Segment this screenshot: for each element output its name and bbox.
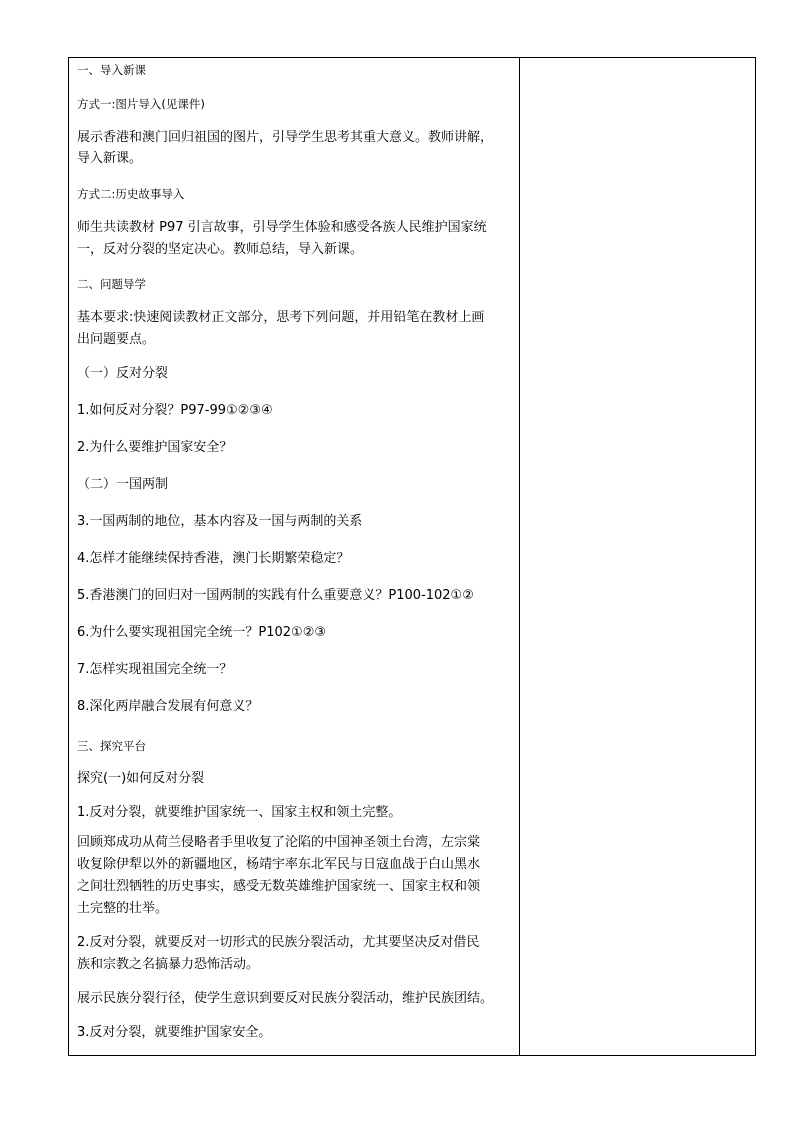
question-item: 8.深化两岸融合发展有何意义？ [77, 699, 259, 714]
lesson-plan-table [68, 57, 756, 1056]
subsection-heading: （一）反对分裂 [77, 366, 169, 381]
section-heading-explore: 三、探究平台 [77, 739, 146, 753]
paragraph-line: 土完整的壮举。 [77, 901, 169, 916]
question-item: 7.怎样实现祖国完全统一？ [77, 662, 233, 677]
paragraph-line: 1.反对分裂，就要维护国家统一、国家主权和领土完整。 [77, 805, 402, 820]
question-item: 6.为什么要实现祖国完全统一？P102①②③ [77, 625, 327, 640]
paragraph-line: 出问题要点。 [77, 332, 156, 347]
paragraph-line: 3.反对分裂，就要维护国家安全。 [77, 1025, 272, 1040]
question-item: 5.香港澳门的回归对一国两制的实践有什么重要意义？P100-102①② [77, 588, 474, 603]
notes-cell [520, 58, 755, 1055]
lesson-content-cell [77, 58, 515, 1055]
section-heading-intro: 一、导入新课 [77, 63, 146, 77]
question-item: 4.怎样才能继续保持香港，澳门长期繁荣稳定？ [77, 551, 350, 566]
paragraph-line: 回顾郑成功从荷兰侵略者手里收复了沦陷的中国神圣领土台湾，左宗棠 [77, 835, 481, 850]
explore-heading: 探究(一)如何反对分裂 [77, 771, 205, 786]
paragraph-line: 展示香港和澳门回归祖国的图片，引导学生思考其重大意义。教师讲解， [77, 130, 494, 145]
question-item: 2.为什么要维护国家安全？ [77, 440, 233, 455]
paragraph-line: 展示民族分裂行径，使学生意识到要反对民族分裂活动，维护民族团结。 [77, 991, 494, 1006]
paragraph-line: 收复除伊犁以外的新疆地区，杨靖宇率东北军民与日寇血战于白山黑水 [77, 857, 481, 872]
section-heading-questions: 二、问题导学 [77, 277, 146, 291]
paragraph-line: 师生共读教材 P97 引言故事，引导学生体验和感受各族人民维护国家统 [77, 220, 487, 235]
paragraph-line: 2.反对分裂，就要反对一切形式的民族分裂活动，尤其要坚决反对借民 [77, 935, 480, 950]
method-one-heading: 方式一:图片导入(见课件) [77, 97, 205, 111]
paragraph-line: 导入新课。 [77, 151, 143, 166]
paragraph-line: 族和宗教之名搞暴力恐怖活动。 [77, 957, 260, 972]
method-two-heading: 方式二:历史故事导入 [77, 187, 185, 201]
subsection-heading: （二）一国两制 [77, 477, 169, 492]
paragraph-line: 之间壮烈牺牲的历史事实，感受无数英雄维护国家统一、国家主权和领 [77, 879, 481, 894]
paragraph-line: 一，反对分裂的坚定决心。教师总结，导入新课。 [77, 242, 364, 257]
paragraph-line: 基本要求:快速阅读教材正文部分，思考下列问题，并用铅笔在教材上画 [77, 310, 485, 325]
question-item: 3.一国两制的地位，基本内容及一国与两制的关系 [77, 514, 363, 529]
question-item: 1.如何反对分裂？P97-99①②③④ [77, 403, 273, 418]
